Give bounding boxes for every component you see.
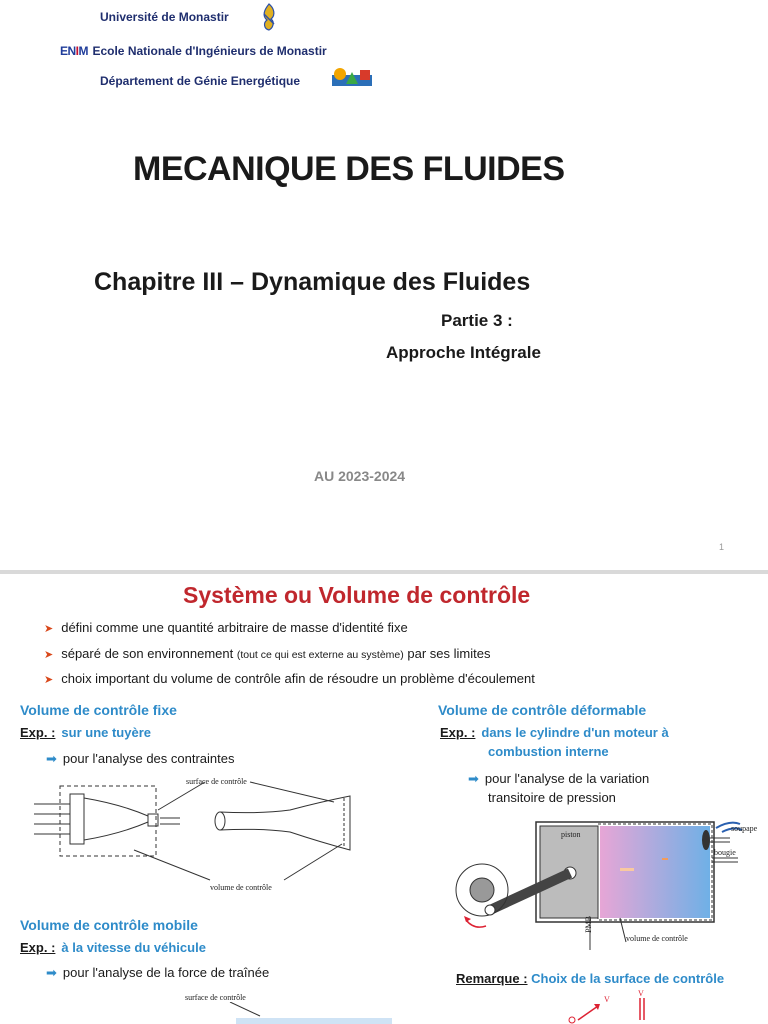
engine-fig-soupape-label: soupape xyxy=(731,824,758,833)
mobile-fig-surface-label: surface de contrôle xyxy=(185,993,246,1002)
school-name: Ecole Nationale d'Ingénieurs de Monastir xyxy=(92,44,327,58)
fixed-volume-heading: Volume de contrôle fixe xyxy=(20,702,177,718)
part-number: Partie 3 : xyxy=(441,311,513,330)
deformable-example: Exp. : dans le cylindre d'un moteur à xyxy=(440,725,669,740)
bullet-arrow-icon: ➤ xyxy=(44,623,54,635)
bullet-item: ➤ choix important du volume de contrôle afin de résoudre un problème d'écoulement xyxy=(44,671,535,686)
bullet-arrow-icon: ➤ xyxy=(44,649,54,661)
remark: Remarque : Choix de la surface de contrôle xyxy=(456,971,725,986)
right-arrow-icon: ➡ xyxy=(468,771,479,786)
right-arrow-icon: ➡ xyxy=(46,965,57,980)
fixed-fig-volume-label: volume de contrôle xyxy=(210,883,272,892)
fixed-example: Exp. : sur une tuyère xyxy=(20,725,151,740)
academic-year: AU 2023-2024 xyxy=(314,468,406,484)
fixed-fig-surface-label: surface de contrôle xyxy=(186,777,247,786)
deformable-analysis: ➡ pour l'analyse de la variation xyxy=(468,771,650,786)
mobile-analysis: ➡ pour l'analyse de la force de traînée xyxy=(46,965,270,980)
surface-choice-figure xyxy=(558,990,678,1024)
bullet-arrow-icon: ➤ xyxy=(44,674,54,686)
slide-2-title: Système ou Volume de contrôle xyxy=(183,582,531,608)
deformable-example-cont: combustion interne xyxy=(488,744,609,759)
svg-text:V: V xyxy=(604,995,610,1004)
mobile-volume-heading: Volume de contrôle mobile xyxy=(20,917,198,933)
page-number: 1 xyxy=(719,542,725,552)
university-crest-icon xyxy=(258,2,280,32)
engine-fig-piston-label: piston xyxy=(561,830,581,839)
chapter-title: Chapitre III – Dynamique des Fluides xyxy=(94,268,531,296)
enim-logo: ENIM xyxy=(60,44,89,58)
bullet-item: ➤ séparé de son environnement (tout ce qui est externe au système) par ses limites xyxy=(44,646,491,661)
course-title: MECANIQUE DES FLUIDES xyxy=(133,150,565,188)
slide-2 xyxy=(0,574,768,1024)
svg-text:V: V xyxy=(638,990,644,998)
department-name: Département de Génie Energétique xyxy=(100,74,301,88)
bullet-item: ➤ défini comme une quantité arbitraire de masse d'identité fixe xyxy=(44,620,408,635)
engine-fig-pmb-label: PMB xyxy=(584,916,593,933)
deformable-analysis-cont: transitoire de pression xyxy=(488,790,616,805)
engine-fig-bougie-label: bougie xyxy=(714,848,736,857)
deformable-volume-heading: Volume de contrôle déformable xyxy=(438,702,647,718)
school-line xyxy=(60,42,327,60)
fixed-analysis: ➡ pour l'analyse des contraintes xyxy=(46,751,235,766)
nozzle-figure xyxy=(30,774,370,894)
right-arrow-icon: ➡ xyxy=(46,751,57,766)
vehicle-figure xyxy=(60,1002,400,1024)
dge-logo-icon xyxy=(330,66,378,88)
mobile-example: Exp. : à la vitesse du véhicule xyxy=(20,940,206,955)
university-name: Université de Monastir xyxy=(100,10,229,24)
engine-fig-volume-label: volume de contrôle xyxy=(626,934,688,943)
part-subtitle: Approche Intégrale xyxy=(386,343,541,362)
engine-figure xyxy=(440,818,760,954)
